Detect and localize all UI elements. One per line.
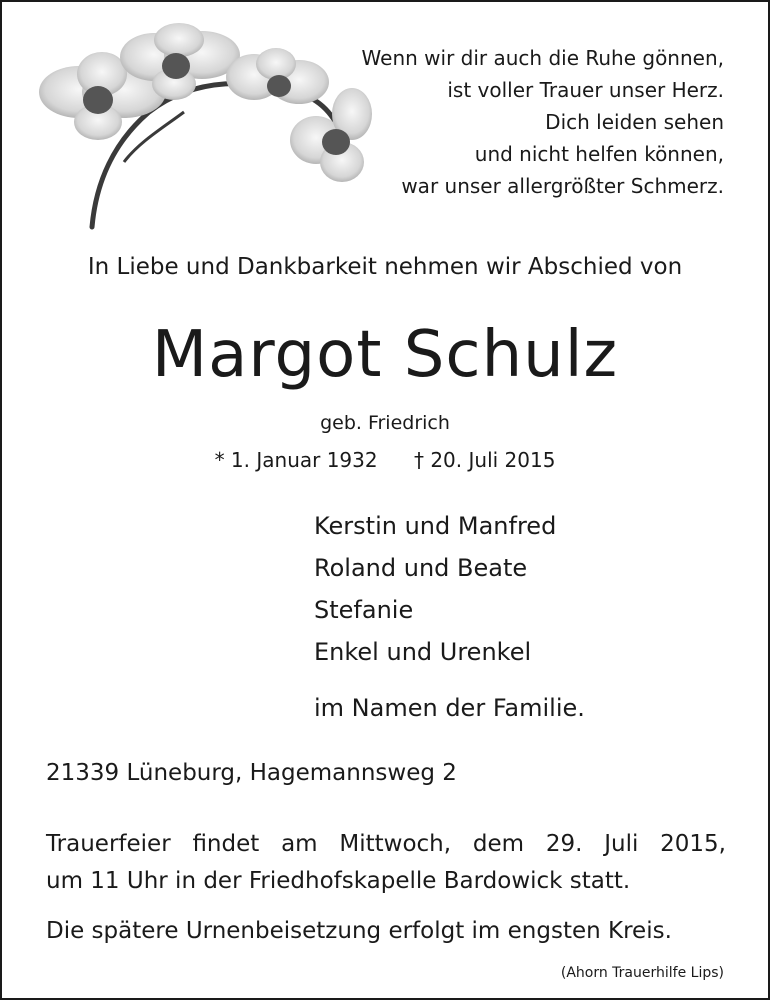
mourner-entry: Stefanie: [314, 596, 414, 624]
poem-line: Wenn wir dir auch die Ruhe gönnen,: [361, 46, 724, 70]
undertaker-credit: (Ahorn Trauerhilfe Lips): [560, 965, 724, 981]
intro-text: In Liebe und Dankbarkeit nehmen wir Abschied von: [87, 254, 683, 280]
life-dates: [2, 448, 768, 472]
death-date: † 20. Juli 2015: [413, 448, 556, 472]
ceremony-line: Trauerfeier findet am Mittwoch, dem 29. Juli 2015,: [46, 831, 726, 857]
poem-line: und nicht helfen können,: [474, 142, 724, 166]
ceremony-line: um 11 Uhr in der Friedhofskapelle Bardowick statt.: [46, 868, 631, 894]
mourner-entry: Kerstin und Manfred: [314, 512, 557, 540]
poem-line: Dich leiden sehen: [545, 110, 724, 134]
mourners-list: [314, 505, 556, 673]
ceremony-info: [46, 826, 726, 900]
poem-line: ist voller Trauer unser Herz.: [447, 78, 724, 102]
birth-date: * 1. Januar 1932: [214, 448, 378, 472]
on-behalf-line: im Namen der Familie.: [314, 694, 585, 722]
mourner-entry: Enkel und Urenkel: [314, 638, 532, 666]
mourner-entry: Roland und Beate: [314, 554, 528, 582]
burial-info: Die spätere Urnenbeisetzung erfolgt im engsten Kreis.: [46, 918, 672, 944]
poem: [362, 42, 724, 202]
orchid-image: [24, 22, 374, 232]
poem-line: war unser allergrößter Schmerz.: [401, 174, 724, 198]
deceased-name: Margot Schulz: [151, 318, 619, 392]
birth-name: geb. Friedrich: [320, 412, 450, 434]
orchid-flower-3: [226, 48, 329, 104]
address: 21339 Lüneburg, Hagemannsweg 2: [46, 760, 457, 786]
